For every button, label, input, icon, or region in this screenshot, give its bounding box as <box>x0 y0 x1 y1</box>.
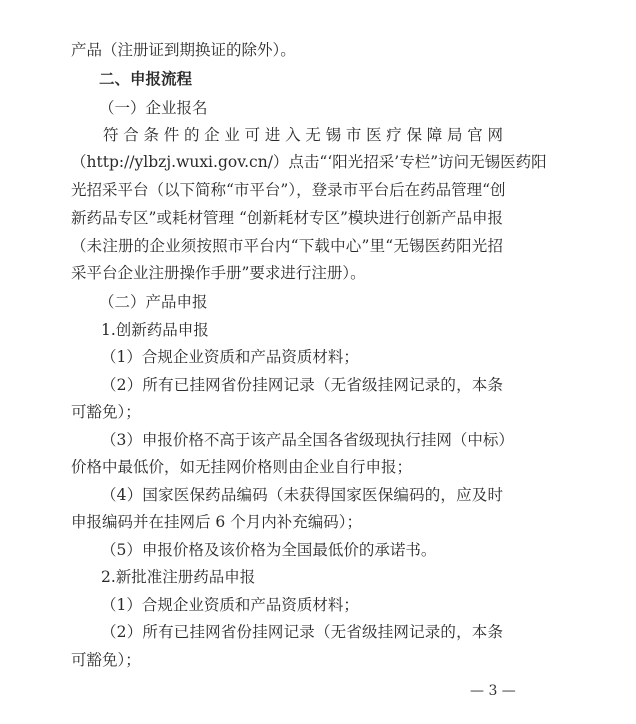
section-heading: 二、申报流程 <box>99 70 193 88</box>
text-line: （5）申报价格及该价格为全国最低价的承诺书。 <box>101 541 437 559</box>
text-line: （2）所有已挂网省份挂网记录（无省级挂网记录的，本条 <box>101 376 503 394</box>
text-line: （2）所有已挂网省份挂网记录（无省级挂网记录的，本条 <box>101 623 503 641</box>
text-line: 光招采平台（以下简称“市平台”），登录市平台后在药品管理“创 <box>71 181 506 199</box>
text-line: 可豁免）； <box>71 403 141 421</box>
page-number: — 3 — <box>470 683 516 699</box>
text-line: 符合条件的企业可进入无锡市医疗保障局官网 <box>103 126 503 144</box>
text-line: 申报编码并在挂网后 6 个月内补充编码）； <box>71 513 362 531</box>
text-line: （4）国家医保药品编码（未获得国家医保编码的，应及时 <box>101 486 503 504</box>
text-line: 采平台企业注册操作手册”要求进行注册）。 <box>71 264 366 282</box>
text-line: 价格中最低价，如无挂网价格则由企业自行申报； <box>71 458 413 476</box>
subsection-heading: （一）企业报名 <box>99 99 208 117</box>
text-line: （http://ylbzj.wuxi.gov.cn/）点击“‘阳光招采’专栏”访问无锡医药阳 <box>71 153 547 171</box>
text-line: （1）合规企业资质和产品资质材料； <box>101 596 359 614</box>
text-line: 可豁免）； <box>71 651 141 669</box>
text-line: （3）申报价格不高于该产品全国各省级现执行挂网（中标） <box>101 431 514 449</box>
text-line: 产品（注册证到期换证的除外）。 <box>71 41 296 59</box>
text-line: 1.创新药品申报 <box>101 321 209 339</box>
text-line: （1）合规企业资质和产品资质材料； <box>101 348 359 366</box>
text-line: 新药品专区”或耗材管理 “创新耗材专区”模块进行创新产品申报 <box>71 209 503 227</box>
text-line: 2.新批准注册药品申报 <box>101 568 256 586</box>
subsection-heading: （二）产品申报 <box>99 293 208 311</box>
text-line: （未注册的企业须按照市平台内“下载中心”里“无锡医药阳光招 <box>71 237 503 255</box>
